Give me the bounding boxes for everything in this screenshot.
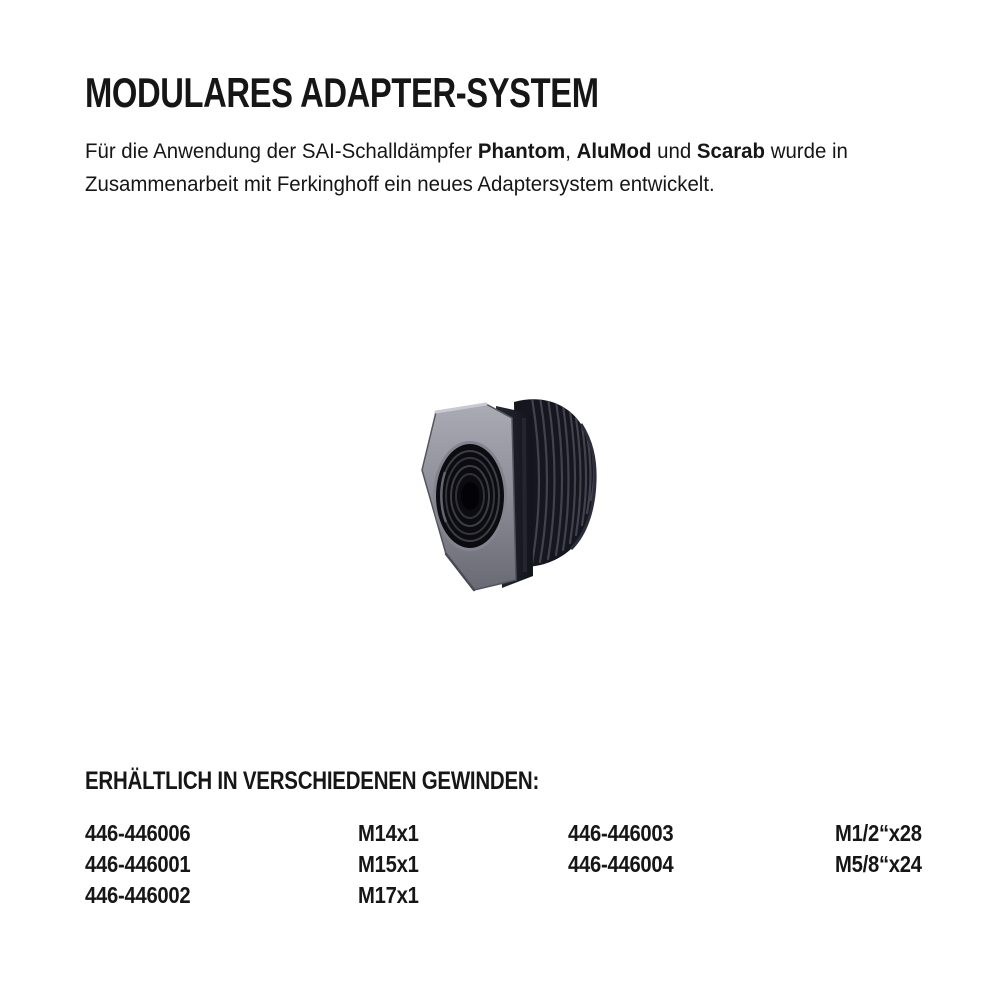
threads-heading: [85, 766, 639, 796]
sku-cell: [85, 818, 358, 849]
intro-text: wurde in: [765, 139, 848, 163]
sku-cell: [85, 849, 358, 880]
sku-value: 446-446002: [85, 882, 191, 908]
product-name-alumod: AluMod: [576, 139, 652, 163]
thread-adapter-photo-icon: [418, 392, 598, 597]
sku-cell: [568, 818, 835, 849]
sku-value: 446-446003: [568, 820, 674, 846]
thread-cell: [358, 849, 568, 880]
thread-cell: [835, 849, 945, 880]
page-title-text: MODULARES ADAPTER-SYSTEM: [85, 69, 599, 116]
adapter-product-image: [418, 392, 598, 597]
threads-table: [85, 818, 945, 911]
thread-value: M14x1: [358, 820, 419, 846]
intro-paragraph: [85, 135, 945, 201]
sku-cell: [568, 880, 835, 911]
sku-value: 446-446004: [568, 851, 674, 877]
thread-value: M1/2“x28: [835, 820, 922, 846]
product-name-scarab: Scarab: [696, 139, 766, 163]
product-name-phantom: Phantom: [477, 139, 566, 163]
intro-text: ,: [565, 139, 577, 163]
thread-value: M17x1: [358, 882, 419, 908]
intro-text: Für die Anwendung der SAI-Schalldämpfer: [85, 139, 478, 163]
page-title: [85, 71, 743, 115]
thread-cell: [358, 818, 568, 849]
thread-cell: [835, 818, 945, 849]
intro-text: Zusammenarbeit mit Ferkinghoff ein neues Adaptersystem entwickelt.: [85, 172, 715, 196]
sku-cell: [568, 849, 835, 880]
thread-cell: [835, 880, 945, 911]
sku-value: 446-446001: [85, 851, 191, 877]
sku-cell: [85, 880, 358, 911]
threads-heading-text: ERHÄLTLICH IN VERSCHIEDENEN GEWINDEN:: [85, 767, 540, 795]
intro-text: und: [651, 139, 697, 163]
sku-value: 446-446006: [85, 820, 191, 846]
thread-value: M5/8“x24: [835, 851, 922, 877]
thread-cell: [358, 880, 568, 911]
thread-value: M15x1: [358, 851, 419, 877]
